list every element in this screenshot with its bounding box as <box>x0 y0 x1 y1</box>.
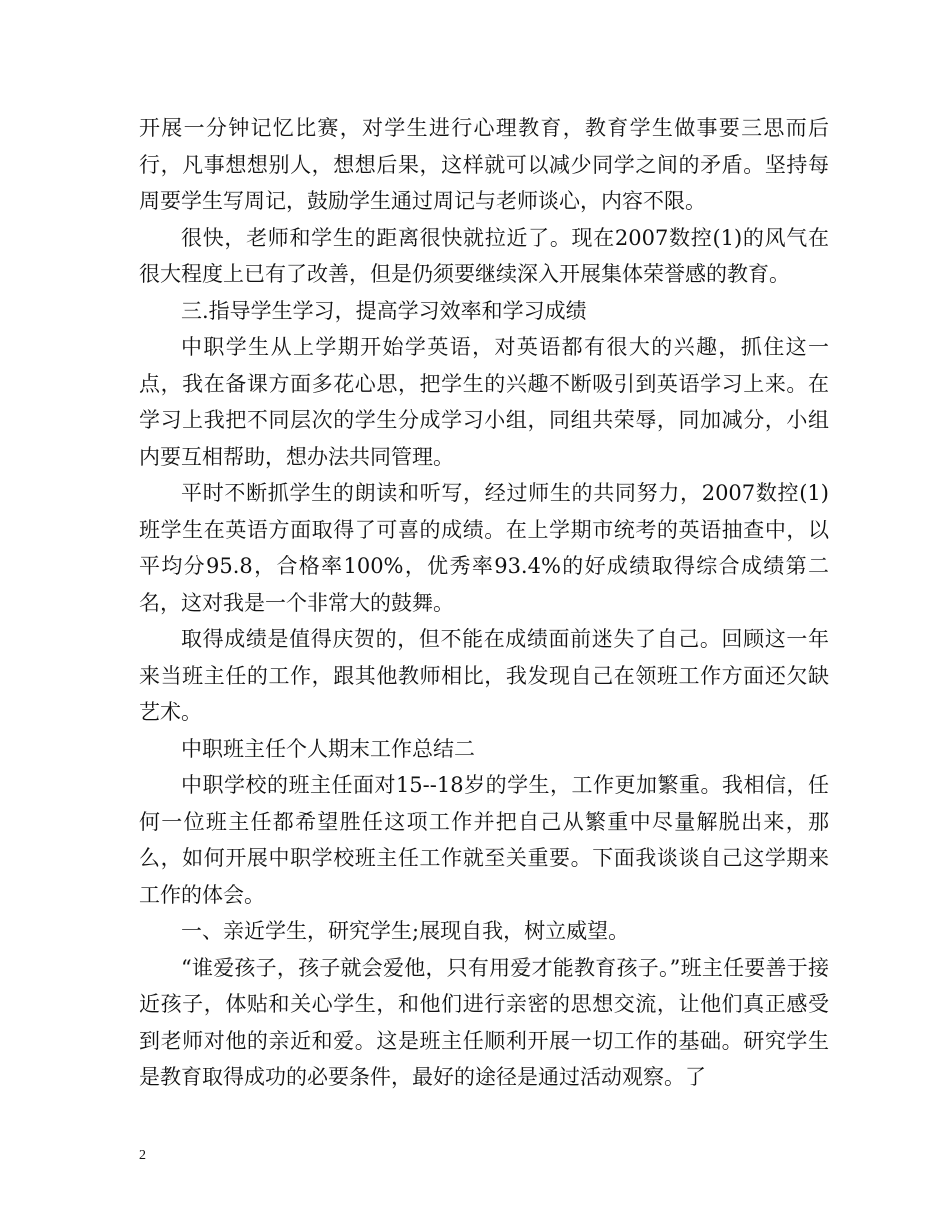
section-heading-1: 一、亲近学生，研究学生;展现自我，树立威望。 <box>181 919 630 943</box>
section-heading-3: 三.指导学生学习，提高学习效率和学习成绩 <box>181 298 587 323</box>
body-text <box>139 110 829 1096</box>
paragraph-1: 开展一分钟记忆比赛，对学生进行心理教育，教育学生做事要三思而后行，凡事想想别人，想想后果，这样就可以减少同学之间的矛盾。坚持每周要学生写周记，鼓励学生通过周记与老师谈心，内容不限。 <box>139 116 829 213</box>
paragraph-2: 很快，老师和学生的距离很快就拉近了。现在2007数控(1)的风气在很大程度上已有了改善，但是仍须要继续深入开展集体荣誉感的教育。 <box>139 225 829 286</box>
paragraph-10: “谁爱孩子，孩子就会爱他，只有用爱才能教育孩子。”班主任要善于接近孩子，体贴和关心学生，和他们进行亲密的思想交流，让他们真正感受到老师对他的亲近和爱。这是班主任顺利开展一切工作的基础。研究学生是教育取得成功的必要条件，最好的途径是通过活动观察。了 <box>139 955 829 1089</box>
paragraph-4: 中职学生从上学期开始学英语，对英语都有很大的兴趣，抓住这一点，我在备课方面多花心思，把学生的兴趣不断吸引到英语学习上来。在学习上我把不同层次的学生分成学习小组，同组共荣辱，同加减分，小组内要互相帮助，想办法共同管理。 <box>139 335 829 469</box>
page-number: 2 <box>139 1148 146 1163</box>
paragraph-8: 中职学校的班主任面对15--18岁的学生，工作更加繁重。我相信，任何一位班主任都希望胜任这项工作并把自己从繁重中尽量解脱出来，那么，如何开展中职学校班主任工作就至关重要。下面我谈谈自己这学期来工作的体会。 <box>139 773 829 907</box>
paragraph-5: 平时不断抓学生的朗读和听写，经过师生的共同努力，2007数控(1)班学生在英语方面取得了可喜的成绩。在上学期市统考的英语抽查中，以平均分95.8，合格率100%，优秀率93.4%的好成绩取得综合成绩第二名，这对我是一个非常大的鼓舞。 <box>139 481 829 615</box>
summary-title-2: 中职班主任个人期末工作总结二 <box>181 736 475 761</box>
paragraph-6: 取得成绩是值得庆贺的，但不能在成绩面前迷失了自己。回顾这一年来当班主任的工作，跟其他教师相比，我发现自己在领班工作方面还欠缺艺术。 <box>139 627 829 724</box>
